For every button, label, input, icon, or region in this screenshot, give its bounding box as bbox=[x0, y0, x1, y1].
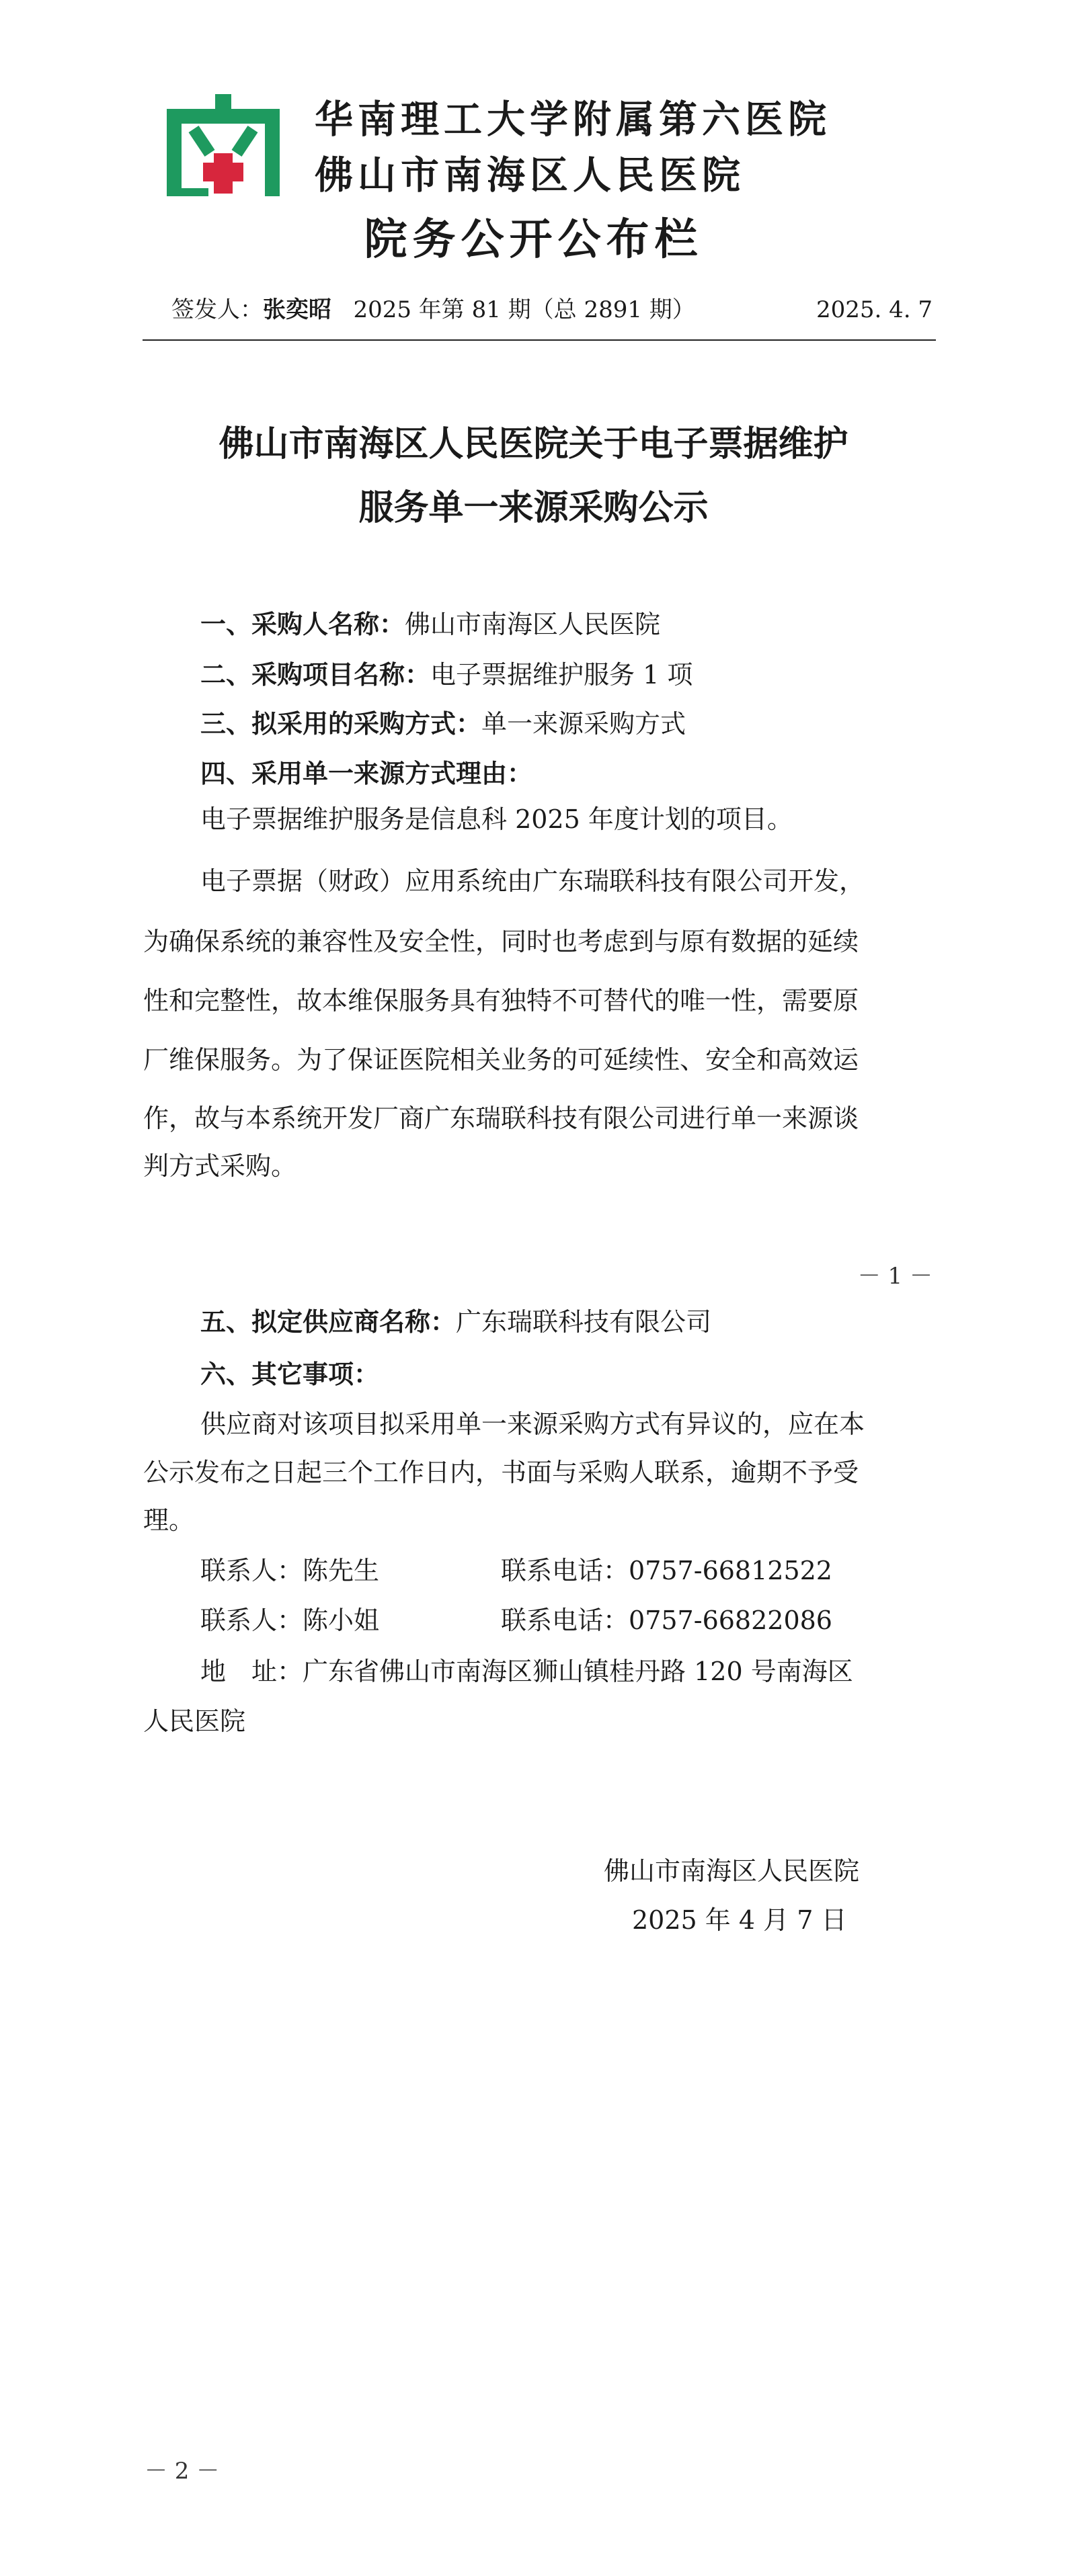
reason-p2-line-3: 性和完整性，故本维保服务具有独特不可替代的唯一性，需要原 bbox=[143, 986, 859, 1015]
hospital-name-secondary: 佛山市南海区人民医院 bbox=[315, 153, 745, 198]
contact-1-label: 联系人： bbox=[200, 1556, 303, 1585]
reason-p2-line-2: 为确保系统的兼容性及安全性，同时也考虑到与原有数据的延续 bbox=[143, 927, 859, 956]
signer-name: 张奕昭 bbox=[263, 296, 331, 323]
signer-label: 签发人： bbox=[171, 296, 263, 323]
address-line-1: 广东省佛山市南海区狮山镇桂丹路 120 号南海区 bbox=[303, 1657, 853, 1686]
supplier-label: 五、拟定供应商名称： bbox=[200, 1306, 457, 1337]
contact-1-tel: 0757-66812522 bbox=[629, 1556, 832, 1585]
section-method bbox=[200, 708, 686, 739]
reason-paragraph-1: 电子票据维护服务是信息科 2025 年度计划的项目。 bbox=[200, 804, 793, 834]
issue-date: 2025. 4. 7 bbox=[816, 296, 933, 323]
contact-2-label: 联系人： bbox=[200, 1606, 303, 1635]
method-label: 三、拟采用的采购方式： bbox=[200, 708, 482, 739]
signature-org: 佛山市南海区人民医院 bbox=[604, 1856, 860, 1886]
contact-1-name: 陈先生 bbox=[303, 1556, 380, 1585]
project-value: 电子票据维护服务 1 项 bbox=[430, 660, 693, 690]
section-reason-label: 四、采用单一来源方式理由： bbox=[200, 758, 533, 788]
contact-2-person bbox=[200, 1608, 379, 1633]
method-value: 单一来源采购方式 bbox=[481, 709, 686, 739]
page-number-2: － 2 － bbox=[145, 2458, 220, 2485]
reason-p2-line-5: 作，故与本系统开发厂商广东瑞联科技有限公司进行单一来源谈 bbox=[143, 1104, 859, 1133]
board-title: 院务公开公布栏 bbox=[364, 215, 703, 265]
section-supplier bbox=[200, 1306, 712, 1337]
hospital-logo bbox=[167, 94, 280, 196]
address-line-2: 人民医院 bbox=[143, 1706, 246, 1736]
contact-2-tel-label: 联系电话： bbox=[501, 1606, 629, 1635]
contact-1-phone bbox=[501, 1558, 832, 1583]
header-divider bbox=[143, 339, 936, 341]
signature-date: 2025 年 4 月 7 日 bbox=[632, 1905, 847, 1935]
section-project bbox=[200, 659, 693, 690]
doc-title-line-2: 服务单一来源采购公示 bbox=[358, 487, 709, 528]
issue-number: 2025 年第 81 期（总 2891 期） bbox=[353, 296, 695, 323]
page-number-1: － 1 － bbox=[857, 1263, 933, 1290]
section-other-label: 六、其它事项： bbox=[200, 1359, 380, 1389]
hospital-name-primary: 华南理工大学附属第六医院 bbox=[315, 97, 831, 142]
address-row bbox=[200, 1659, 853, 1684]
project-label: 二、采购项目名称： bbox=[200, 659, 431, 690]
reason-p2-line-4: 厂维保服务。为了保证医院相关业务的可延续性、安全和高效运 bbox=[143, 1045, 859, 1075]
doc-title-line-1: 佛山市南海区人民医院关于电子票据维护 bbox=[219, 423, 848, 464]
contact-1-person bbox=[200, 1558, 379, 1583]
supplier-value: 广东瑞联科技有限公司 bbox=[456, 1307, 712, 1337]
reason-p2-line-1: 电子票据（财政）应用系统由广东瑞联科技有限公司开发， bbox=[200, 866, 865, 896]
purchaser-value: 佛山市南海区人民医院 bbox=[405, 610, 661, 639]
purchaser-label: 一、采购人名称： bbox=[200, 609, 405, 639]
other-line-3: 理。 bbox=[143, 1505, 195, 1535]
contact-2-tel: 0757-66822086 bbox=[629, 1606, 832, 1635]
contact-2-name: 陈小姐 bbox=[303, 1606, 380, 1635]
address-label: 地 址： bbox=[200, 1657, 303, 1686]
contact-1-tel-label: 联系电话： bbox=[501, 1556, 629, 1585]
other-line-2: 公示发布之日起三个工作日内，书面与采购人联系，逾期不予受 bbox=[143, 1458, 859, 1487]
reason-p2-line-6: 判方式采购。 bbox=[143, 1151, 297, 1181]
contact-2-phone bbox=[501, 1608, 832, 1633]
other-line-1: 供应商对该项目拟采用单一来源采购方式有异议的，应在本 bbox=[200, 1409, 865, 1439]
section-purchaser bbox=[200, 609, 661, 639]
